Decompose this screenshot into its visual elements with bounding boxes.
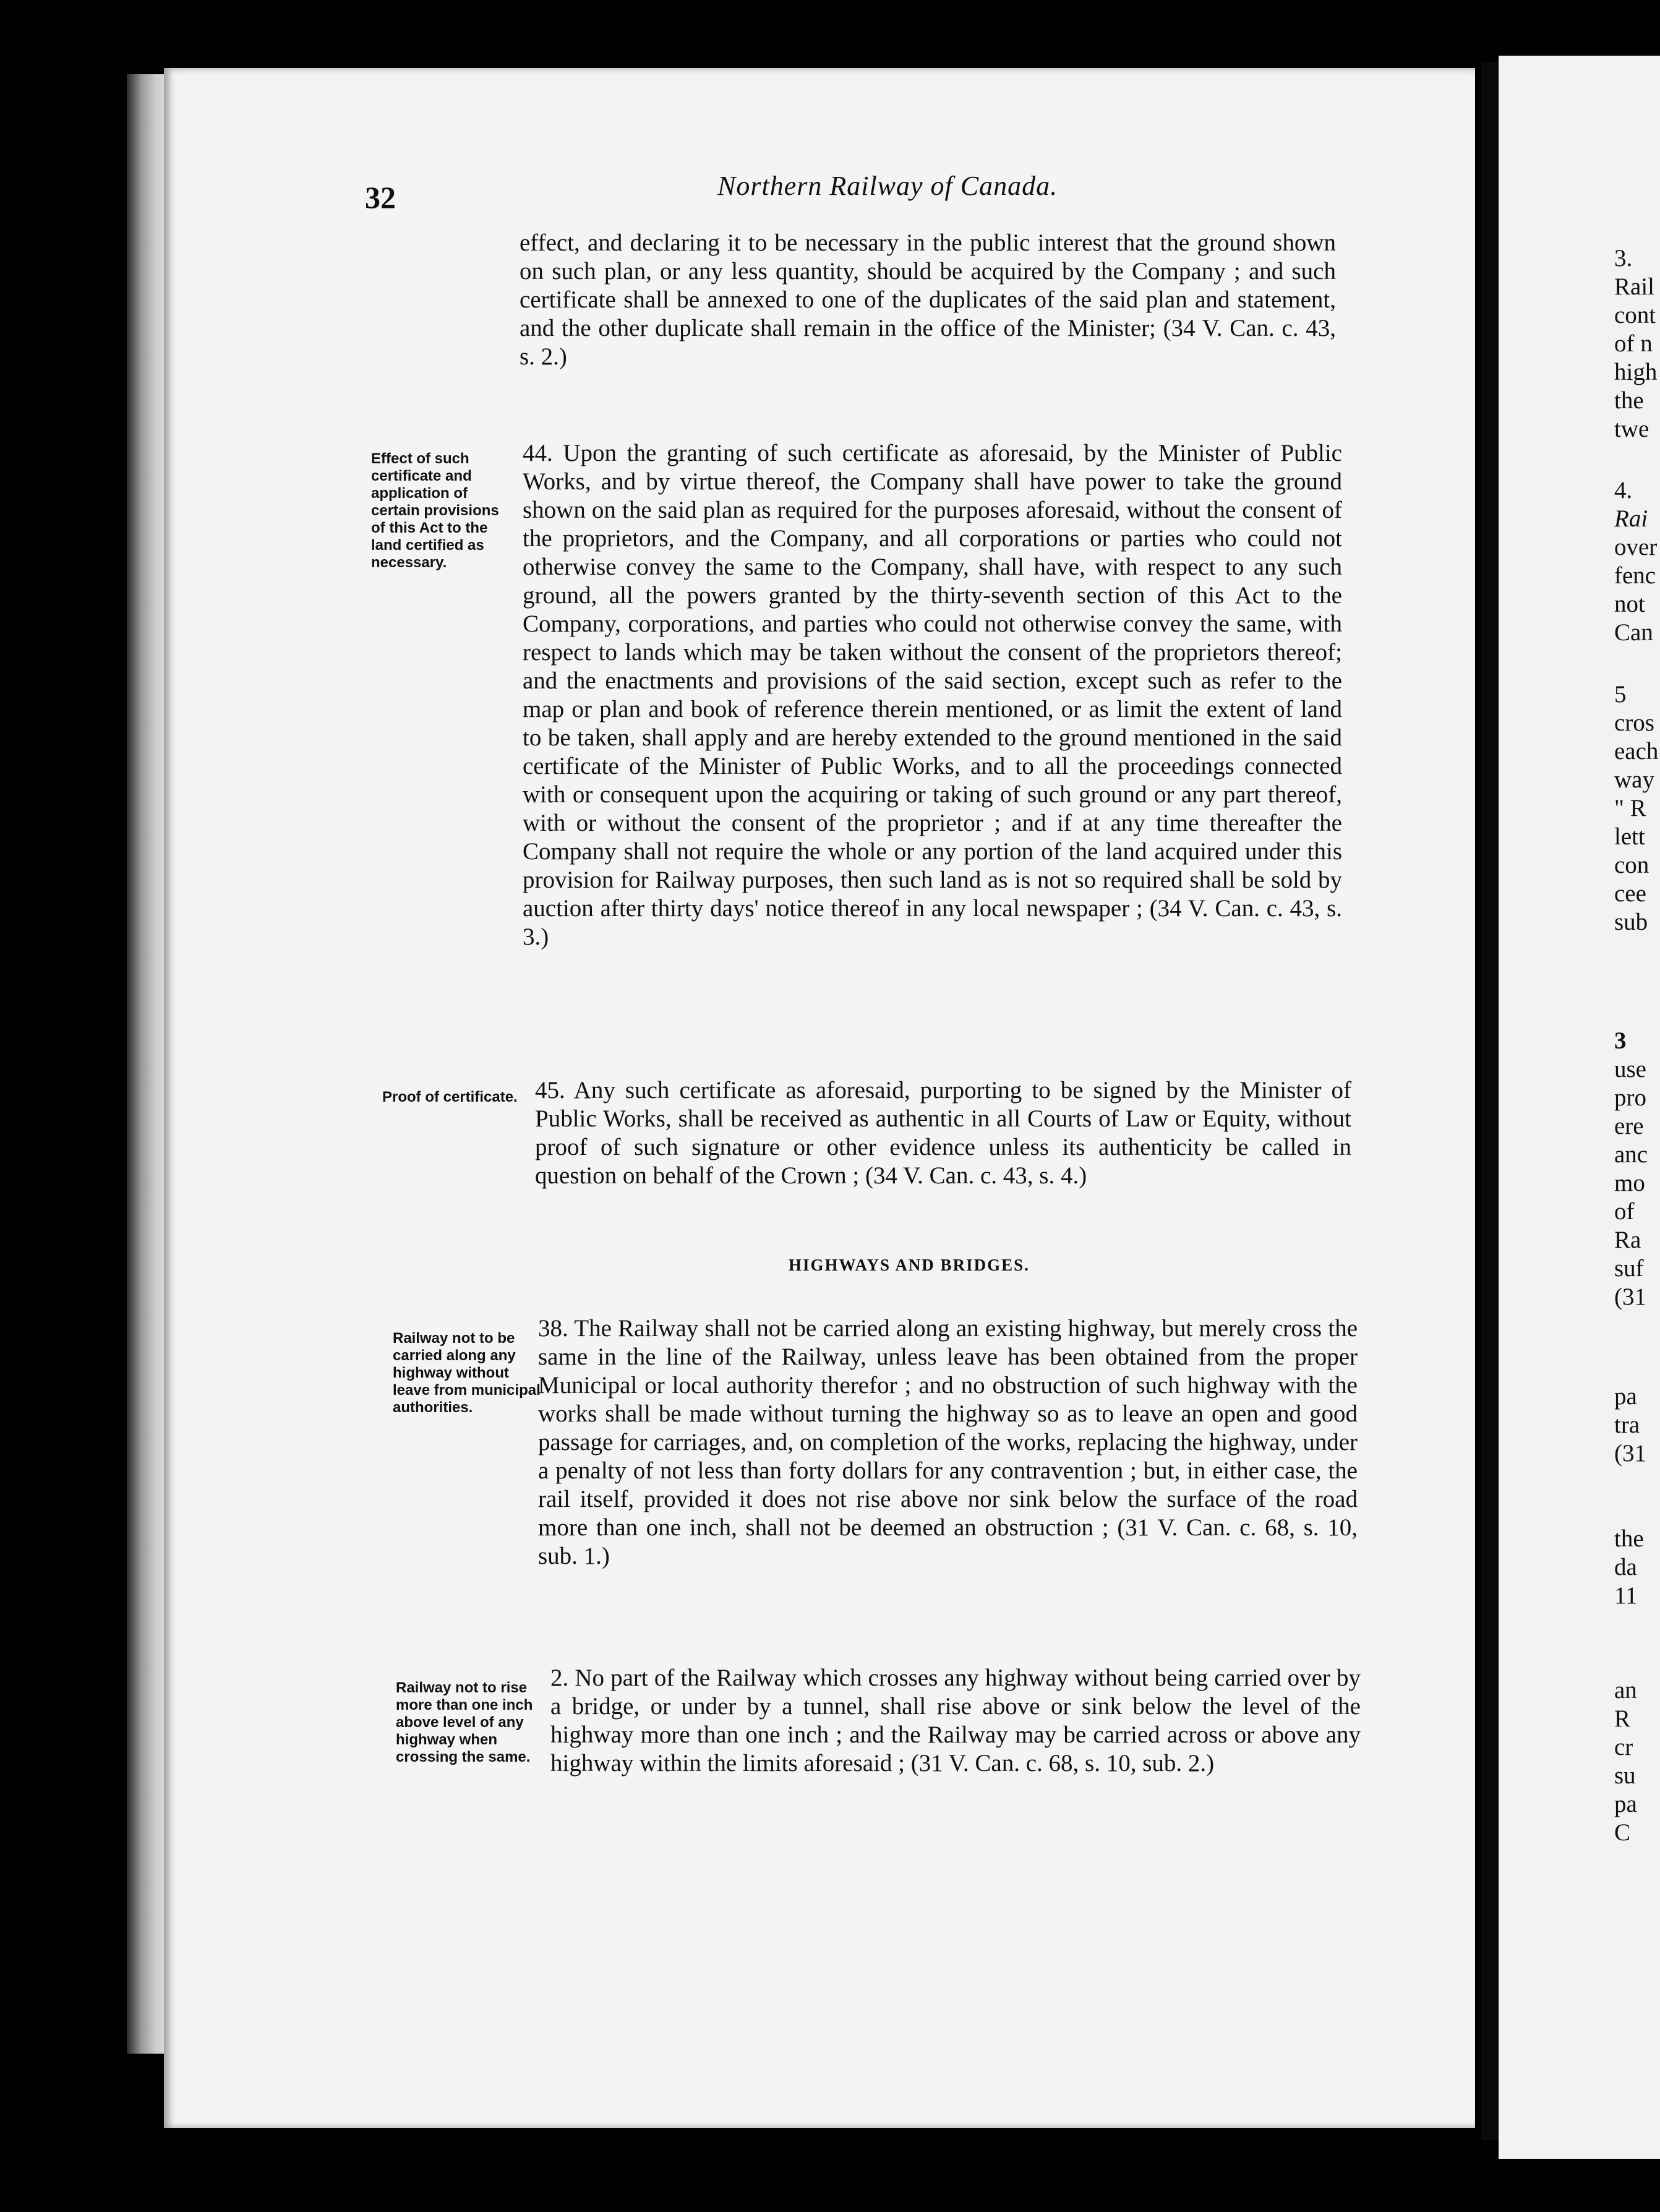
right-page-fragment: 3 [1614, 1027, 1627, 1054]
book-gutter [1481, 62, 1499, 2140]
right-page-fragment: twe [1614, 416, 1649, 442]
right-page-fragment: way [1614, 766, 1654, 793]
right-page-fragment: cros [1614, 709, 1654, 736]
right-page-fragment: suf [1614, 1255, 1644, 1282]
right-page-fragment: Ra [1614, 1227, 1641, 1253]
right-page-fragment: the [1614, 387, 1644, 414]
right-page-fragment: 5 [1614, 681, 1627, 708]
right-page-fragment: con [1614, 852, 1649, 878]
right-page-fragment: sub [1614, 909, 1648, 935]
right-page-fragment: of n [1614, 330, 1653, 357]
right-page-fragment: lett [1614, 823, 1645, 850]
right-page-fragment: over [1614, 534, 1658, 560]
paragraph-section-38-sub-2: 2. No part of the Railway which crosses any highway without being carried over by a bridge, or under by a tunnel, shall rise above or sink below the level of the highway more than one inch ; and the Railway may be carried across or above any highway within the limits aforesaid ; (31 V. Can. c. 68, s. 10, sub. 2.) [550, 1665, 1361, 1777]
paragraph-section-45: 45. Any such certificate as aforesaid, purporting to be signed by the Minister of Public Works, shall be received as authentic in all Courts of Law or Equity, without proof of such signature or other evidence unless its authenticity be called in question on behalf of the Crown ; (34 V. Can. c. 43, s. 4.) [535, 1077, 1351, 1189]
right-page-fragment: the [1614, 1525, 1644, 1552]
right-page-fragment: Can [1614, 619, 1653, 646]
right-page-fragment: R [1614, 1705, 1631, 1732]
right-page-fragment: (31 [1614, 1284, 1646, 1310]
right-page-fragment: su [1614, 1762, 1636, 1789]
page-number: 32 [365, 180, 396, 215]
right-page-fragment: cee [1614, 880, 1646, 907]
right-page-fragment: " R [1614, 795, 1646, 821]
right-page-fragment: fenc [1614, 562, 1656, 589]
right-page-fragment: pa [1614, 1383, 1637, 1410]
paragraph-section-44: 44. Upon the granting of such certificate as aforesaid, by the Minister of Public Works, and by virtue thereof, the Company shall have power to take the ground shown on the said plan as required for the purposes aforesaid, without the consent of the proprietors, and the Company, and all corporations or parties who could not otherwise convey the same to the Company, shall have, with respect to any such ground, all the powers granted by the thirty-seventh section of this Act to the Company, corporations, and parties who could not otherwise convey the same, with respect to lands which may be taken without the consent of the proprietors thereof; and the enactments and provisions of the said section, except such as refer to the map or plan and book of reference therein mentioned, or as limit the extent of land to be taken, shall apply and are hereby extended to the ground mentioned in the said certificate of the Minister of Public Works, and to all the proceedings connected with or consequent upon the acquiring or taking of such ground or any part thereof, with or without the consent of the proprietor ; and if at any time thereafter the Company shall not require the whole or any portion of the land acquired under this provision for Railway purposes, then such land as is not so required shall be sold by auction after thirty days' notice thereof in any local newspaper ; (34 V. Can. c. 43, s. 3.) [523, 440, 1342, 950]
right-page-fragment: each [1614, 738, 1659, 765]
right-page-fragment: pa [1614, 1791, 1637, 1817]
right-page-fragment: mo [1614, 1170, 1645, 1196]
margin-note-effect-of-certificate: Effect of such certificate and application of certain provisions of this Act to the land certified as necessary. [371, 450, 499, 571]
right-page-fragment: use [1614, 1056, 1646, 1082]
right-page-fragment: an [1614, 1677, 1637, 1704]
right-page-fragment: cont [1614, 302, 1656, 328]
right-page-fragment: anc [1614, 1141, 1648, 1168]
margin-note-railway-not-carried: Railway not to be carried along any highway without leave from municipal authorities. [393, 1330, 541, 1416]
right-page-fragment: tra [1614, 1412, 1640, 1438]
section-heading: HIGHWAYS AND BRIDGES. [789, 1256, 1030, 1274]
paragraph-continuation: effect, and declaring it to be necessary in the public interest that the ground shown on such plan, or any less quantity, should be acquired by the Company ; and such certificate shall be annexed to one of the duplicates of the said plan and statement, and the other duplicate shall remain in the office of the Minister; (34 V. Can. c. 43, s. 2.) [520, 229, 1336, 370]
right-page-fragment: ere [1614, 1113, 1644, 1139]
running-title: Northern Railway of Canada. [717, 171, 1058, 201]
right-page-fragment: high [1614, 359, 1658, 385]
right-page-fragment: 3. [1614, 245, 1633, 272]
right-page-fragment: (31 [1614, 1440, 1646, 1467]
right-page-fragment: of [1614, 1198, 1635, 1225]
margin-note-railway-not-rise: Railway not to rise more than one inch above level of any highway when crossing the same. [396, 1679, 533, 1765]
right-page-fragment: cr [1614, 1734, 1633, 1760]
margin-note-proof-of-certificate: Proof of certificate. [382, 1089, 518, 1105]
right-page-fragment: 11 [1614, 1582, 1638, 1609]
paragraph-section-38: 38. The Railway shall not be carried along an existing highway, but merely cross the same in the line of the Railway, unless leave has been obtained from the proper Municipal or local authority therefor ; and no obstruction of such highway with the works shall be made without turning the highway so as to leave an open and good passage for carriages, and, on completion of the works, replacing the highway, under a penalty of not less than forty dollars for any contravention ; but, in either case, the rail itself, provided it does not rise above nor sink below the surface of the road more than one inch, shall not be deemed an obstruction ; (31 V. Can. c. 68, s. 10, sub. 1.) [538, 1315, 1358, 1569]
right-page-fragment: C [1614, 1819, 1631, 1846]
right-page-fragment: Rail [1614, 273, 1654, 300]
right-page-fragment: da [1614, 1554, 1637, 1580]
right-page-fragment: not [1614, 591, 1645, 617]
right-page-fragment: 4. [1614, 477, 1633, 504]
right-page-fragment: pro [1614, 1084, 1646, 1111]
right-page-fragment: Rai [1614, 505, 1648, 532]
